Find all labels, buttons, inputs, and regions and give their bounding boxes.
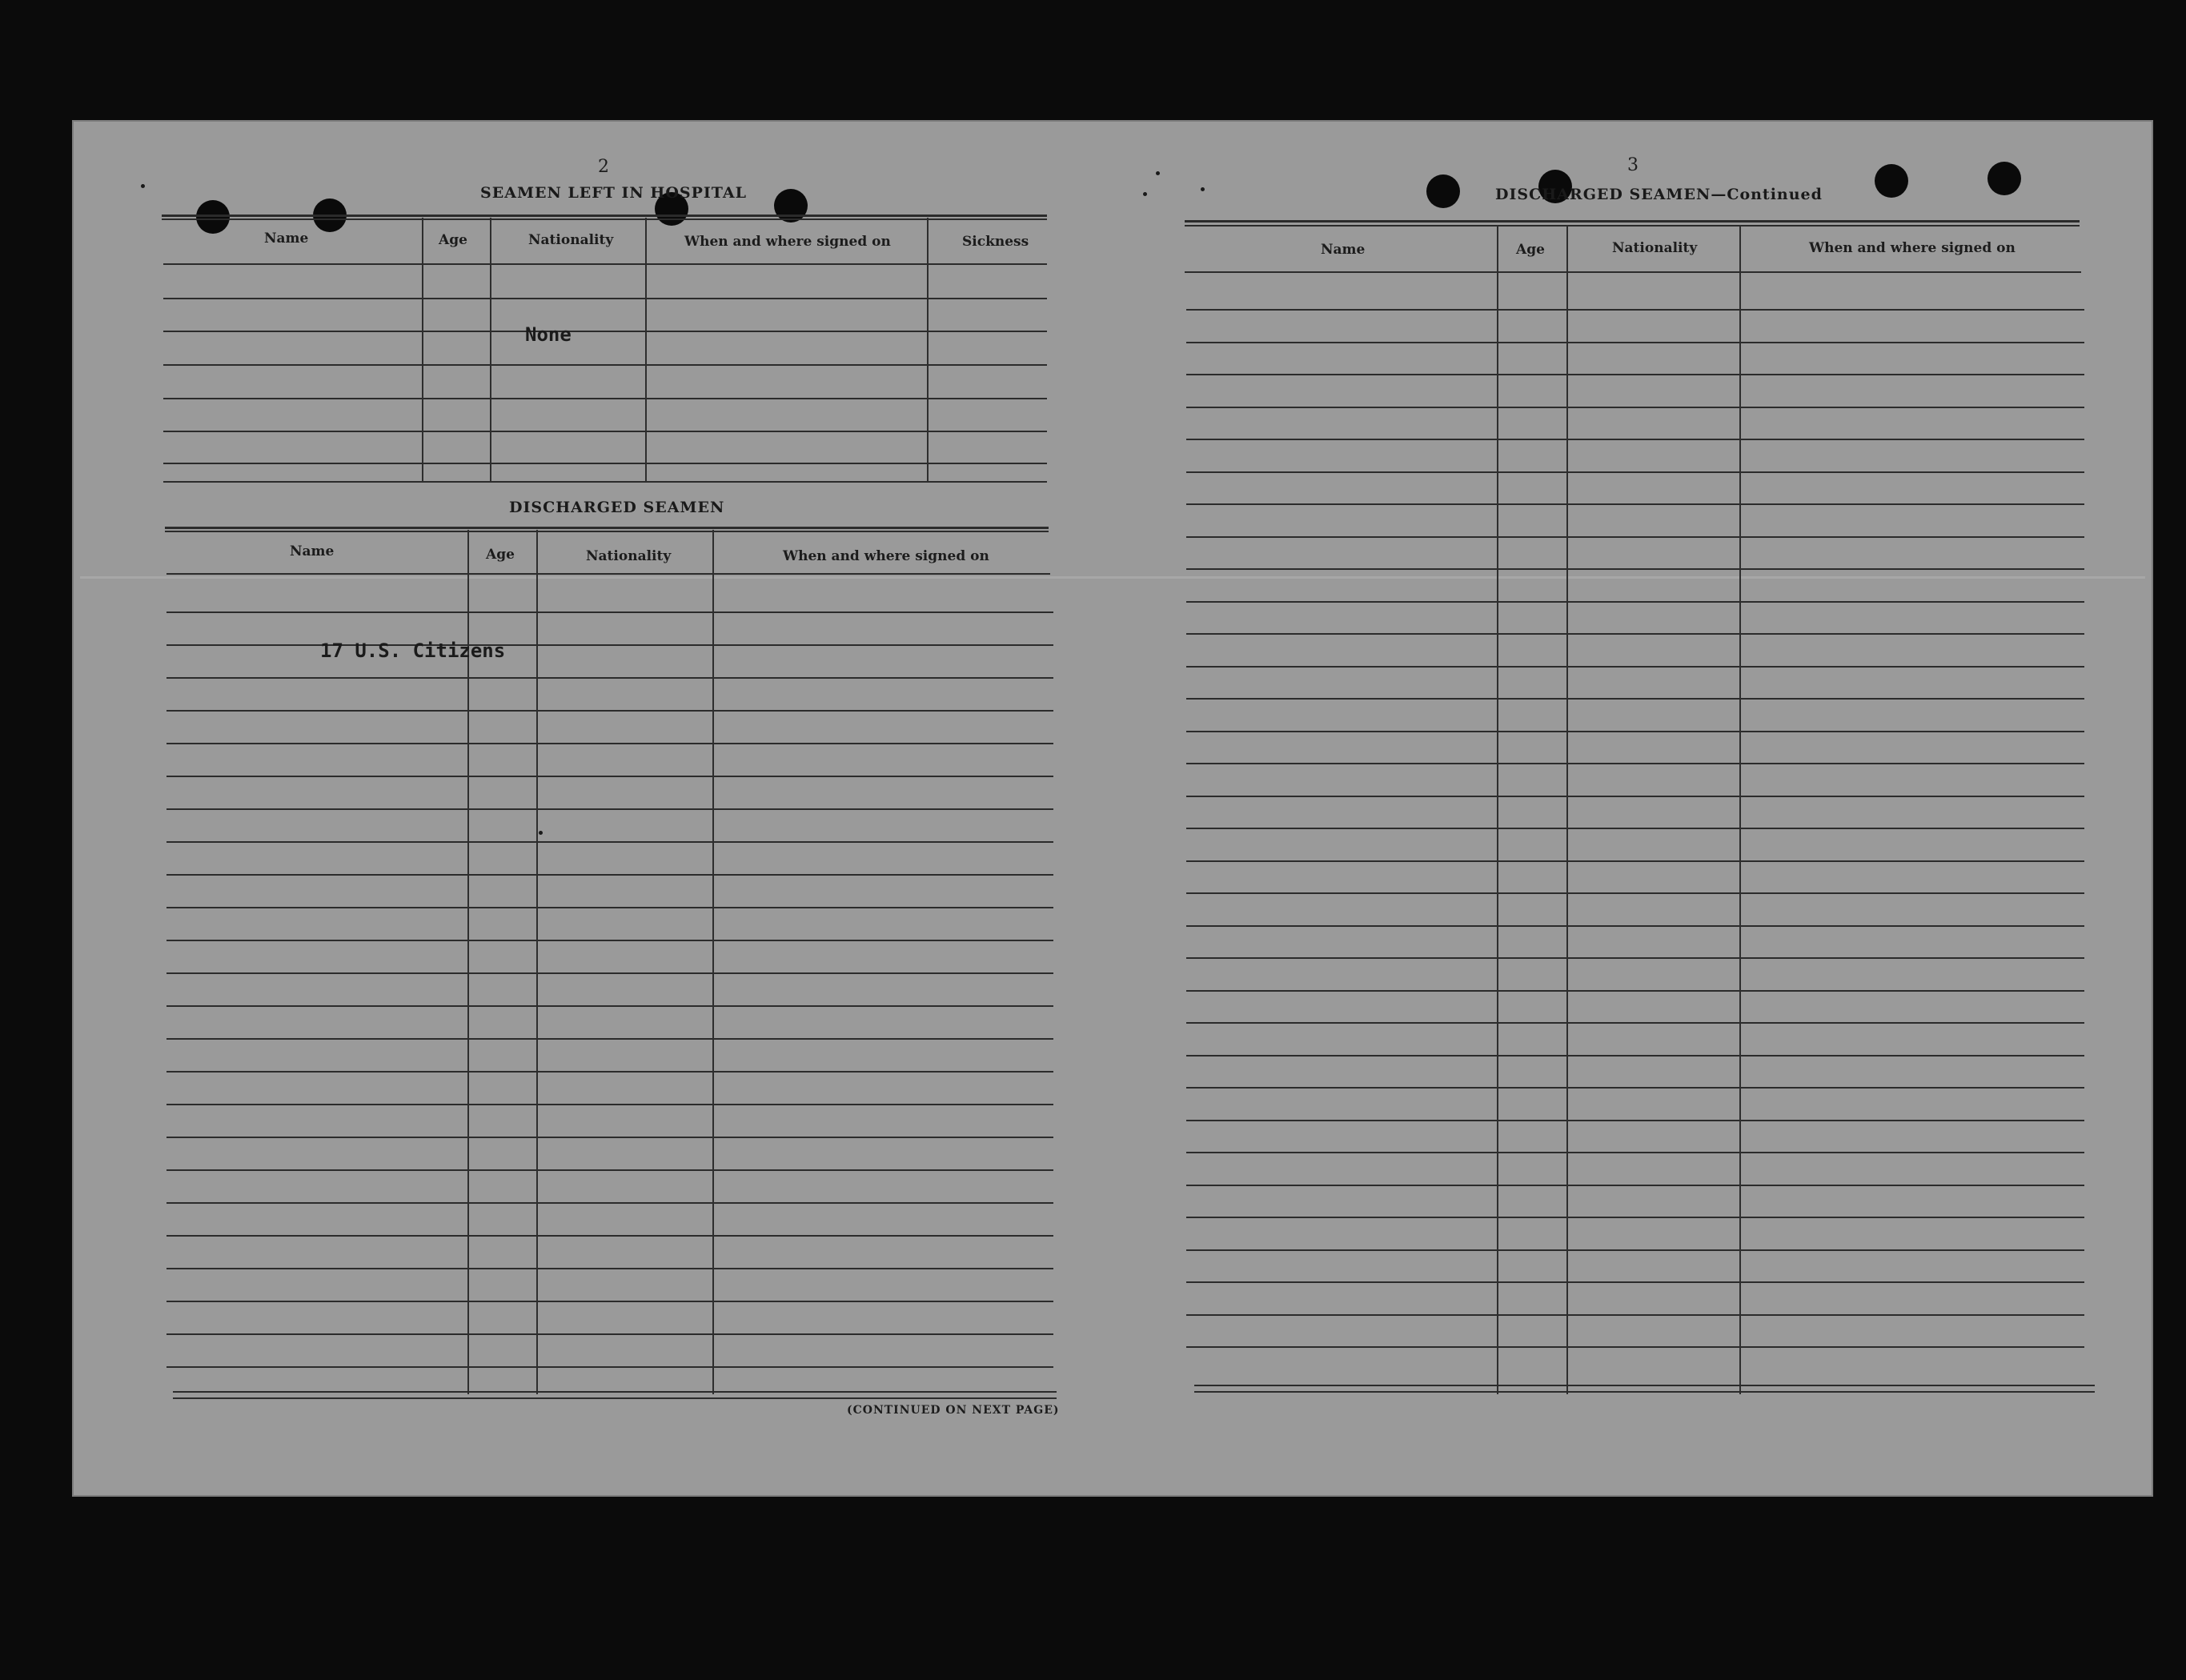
hospital-row-rule [163,481,1047,483]
ruled-row-line [1186,796,2084,797]
hospital-header-rule [163,263,1047,265]
right-col-divider [1566,226,1568,1394]
right-bottom-rule-2 [1194,1391,2095,1393]
discharged-table-top-rule [165,527,1049,529]
ruled-row-line [1186,342,2084,343]
discharged-continued-title: DISCHARGED SEAMEN—Continued [1495,186,1823,203]
hospital-col-signed-on: When and where signed on [684,234,891,250]
hospital-col-divider [422,218,423,482]
hospital-col-divider [927,218,929,482]
discharged-col-divider [712,530,714,1394]
right-table-top-rule [1185,220,2080,223]
ruled-row-line [166,940,1053,941]
ruled-row-line [1186,1249,2084,1251]
ruled-row-line [1186,407,2084,408]
fold-crease [80,576,2145,579]
discharged-col-age: Age [486,547,515,563]
discharged-col-divider [536,530,538,1394]
ruled-row-line [1186,1152,2084,1153]
ruled-row-line [166,743,1053,744]
continued-footer: (CONTINUED ON NEXT PAGE) [847,1404,1060,1417]
hospital-row-rule [163,463,1047,464]
discharged-col-nationality: Nationality [586,548,672,564]
ruled-row-line [1186,990,2084,992]
ruled-row-line [1186,698,2084,700]
ruled-row-line [166,972,1053,974]
ruled-row-line [1186,568,2084,570]
hospital-col-name: Name [264,231,309,247]
hospital-table-top-rule-2 [162,219,1047,220]
right-col-divider [1739,226,1741,1394]
paper-speck [539,831,543,835]
ruled-row-line [166,1104,1053,1105]
paper-speck [141,184,145,188]
ruled-row-line [1186,731,2084,732]
ruled-row-line [166,907,1053,908]
ruled-row-line [1186,1314,2084,1316]
ruled-row-line [1186,471,2084,473]
paper-speck [1201,187,1205,191]
ruled-row-line [166,1366,1053,1368]
ruled-row-line [1186,763,2084,764]
ruled-row-line [166,1005,1053,1007]
left-bottom-rule [173,1391,1057,1393]
ruled-row-line [166,644,1053,646]
punch-hole [1987,162,2021,195]
ruled-row-line [166,1137,1053,1138]
left-bottom-rule-2 [173,1397,1057,1399]
ruled-row-line [1186,925,2084,927]
page-number-left: 2 [598,157,609,177]
ruled-row-line [166,776,1053,777]
ruled-row-line [1186,1022,2084,1024]
ruled-row-line [1186,1217,2084,1218]
ruled-row-line [166,1202,1053,1204]
ruled-row-line [1186,374,2084,375]
discharged-entry-citizens: 17 U.S. Citizens [320,640,506,662]
hospital-row-rule [163,431,1047,432]
ruled-row-line [1186,1055,2084,1057]
discharged-col-signed-on: When and where signed on [783,548,989,564]
ruled-row-line [166,1333,1053,1335]
right-col-signed-on: When and where signed on [1809,240,2016,256]
ruled-row-line [166,1301,1053,1302]
ruled-row-line [166,1235,1053,1237]
ruled-row-line [1186,1346,2084,1348]
ruled-row-line [1186,1120,2084,1121]
hospital-col-divider [490,218,491,482]
ruled-row-line [1186,536,2084,538]
punch-hole [1875,164,1908,198]
right-col-nationality: Nationality [1612,240,1698,256]
hospital-col-age: Age [439,232,467,248]
ruled-row-line [166,1071,1053,1073]
discharged-section-title: DISCHARGED SEAMEN [509,499,725,516]
hospital-row-rule [163,398,1047,399]
ruled-row-line [166,1169,1053,1171]
discharged-col-name: Name [290,543,335,559]
hospital-row-rule [163,298,1047,299]
ruled-row-line [1186,601,2084,603]
hospital-entry-none: None [525,323,572,346]
ruled-row-line [166,677,1053,679]
hospital-col-sickness: Sickness [962,234,1029,250]
hospital-col-divider [645,218,647,482]
hospital-row-rule [163,331,1047,332]
ruled-row-line [1186,1281,2084,1283]
discharged-table-top-rule-2 [165,531,1049,532]
ruled-row-line [166,611,1053,613]
ruled-row-line [1186,860,2084,862]
paper-speck [1156,171,1160,175]
hospital-section-title: SEAMEN LEFT IN HOSPITAL [480,184,747,202]
punch-hole [774,189,808,223]
paper-speck [1143,192,1147,196]
right-col-name: Name [1321,242,1366,258]
right-bottom-rule [1194,1385,2095,1386]
ruled-row-line [166,874,1053,876]
ruled-row-line [1186,1185,2084,1186]
right-header-rule [1185,271,2081,273]
hospital-row-rule [163,364,1047,366]
ruled-row-line [166,1268,1053,1269]
ruled-row-line [1186,666,2084,668]
right-col-age: Age [1516,242,1545,258]
ruled-row-line [1186,309,2084,311]
right-table-top-rule-2 [1185,225,2080,227]
hospital-table-top-rule [162,215,1047,217]
ruled-row-line [166,1038,1053,1040]
ruled-row-line [1186,633,2084,635]
ruled-row-line [1186,439,2084,440]
ruled-row-line [1186,957,2084,959]
punch-hole [196,200,230,234]
discharged-header-rule [166,573,1050,575]
ruled-row-line [1186,892,2084,894]
right-col-divider [1497,226,1498,1394]
ruled-row-line [1186,828,2084,829]
ruled-row-line [166,808,1053,810]
page-number-right: 3 [1627,155,1638,175]
ruled-row-line [1186,1087,2084,1089]
ruled-row-line [166,710,1053,712]
punch-hole [1426,174,1460,208]
ruled-row-line [1186,503,2084,505]
ruled-row-line [166,841,1053,843]
hospital-col-nationality: Nationality [528,232,614,248]
